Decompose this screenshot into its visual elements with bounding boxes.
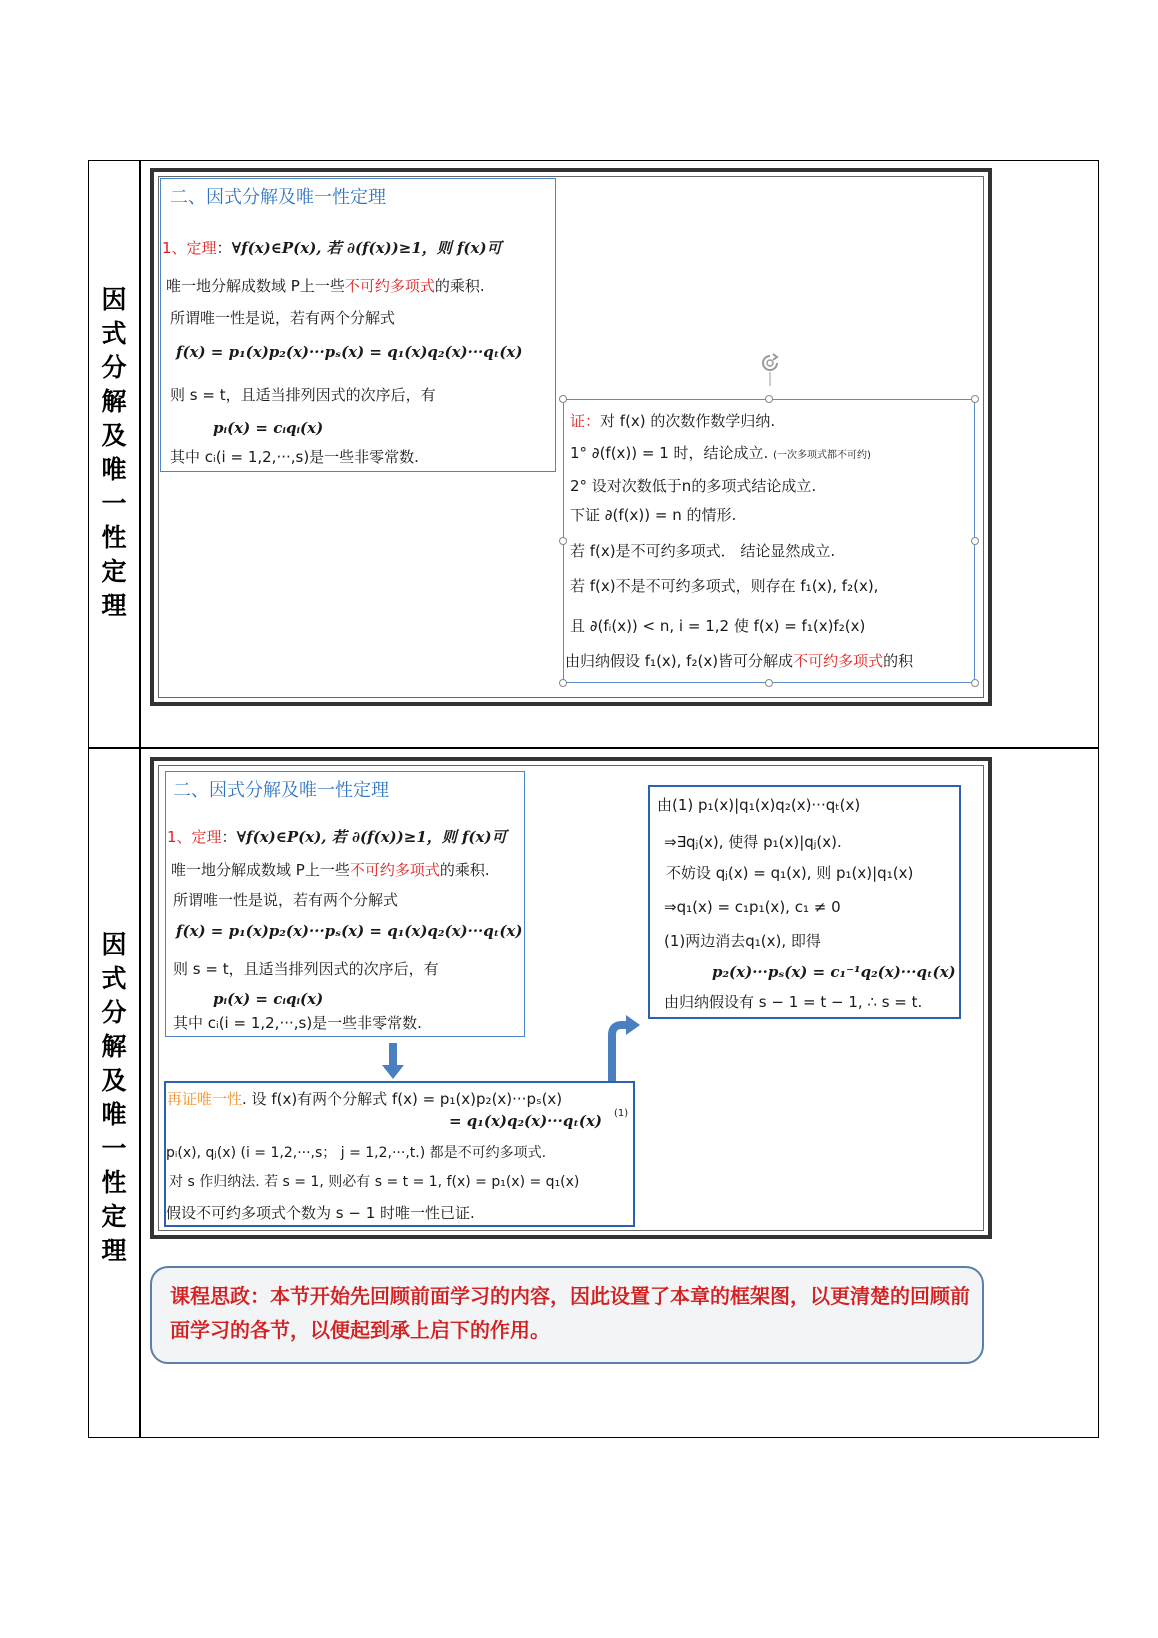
theorem-title-2: 二、因式分解及唯一性定理: [173, 780, 389, 801]
bent-arrow-icon: [606, 1013, 640, 1083]
theorem-2-formula-p-eq-cq: pᵢ(x) = cᵢqᵢ(x): [213, 990, 324, 1008]
continuation-line-7: 由归纳假设有 s − 1 = t − 1, ∴ s = t.: [664, 993, 923, 1011]
proof-line-8: 由归纳假设 f₁(x), f₂(x)皆可分解成不可约多项式的积: [565, 652, 914, 670]
theorem-2-line-1: 1、定理：∀f(x)∈P(x), 若 ∂(f(x))≥1，则 f(x)可: [167, 828, 507, 846]
uniqueness-line-5: 假设不可约多项式个数为 s − 1 时唯一性已证.: [166, 1204, 475, 1222]
rotate-handle-icon[interactable]: [758, 352, 782, 386]
continuation-line-3: 不妨设 qⱼ(x) = q₁(x), 则 p₁(x)|q₁(x): [666, 864, 914, 882]
theorem-line-3: 所谓唯一性是说，若有两个分解式: [170, 309, 396, 327]
table-row-divider: [88, 747, 1099, 749]
resize-handle-bottom-left[interactable]: [559, 679, 567, 687]
proof-line-7: 且 ∂(fᵢ(x)) < n, i = 1,2 使 f(x) = f₁(x)f₂(x): [570, 617, 866, 635]
course-ideology-note-text: 课程思政：本节开始先回顾前面学习的内容，因此设置了本章的框架图，以更清楚的回顾前面学习的各节，以便起到承上启下的作用。: [170, 1284, 970, 1342]
resize-handle-bottom-right[interactable]: [971, 679, 979, 687]
resize-handle-top-right[interactable]: [971, 395, 979, 403]
proof-line-6: 若 f(x)不是不可约多项式，则存在 f₁(x), f₂(x),: [570, 577, 879, 595]
resize-handle-bottom-middle[interactable]: [765, 679, 773, 687]
theorem-line-7: 其中 cᵢ(i = 1,2,···,s)是一些非零常数.: [170, 448, 419, 466]
theorem-2-formula-factorization: f(x) = p₁(x)p₂(x)···pₛ(x) = q₁(x)q₂(x)···qₜ(x): [176, 922, 523, 940]
theorem-line-2: 唯一地分解成数域 P上一些不可约多项式的乘积.: [166, 277, 485, 295]
theorem-2-line-3: 所谓唯一性是说，若有两个分解式: [173, 891, 399, 909]
proof-line-1: 证：对 f(x) 的次数作数学归纳.: [570, 412, 776, 430]
side-label-row-2: 因 式 分 解 及 唯 一 性 定 理: [101, 930, 127, 1265]
continuation-line-5: (1)两边消去q₁(x), 即得: [664, 932, 821, 950]
proof-line-4: 下证 ∂(f(x)) = n 的情形.: [570, 506, 737, 524]
resize-handle-top-left[interactable]: [559, 395, 567, 403]
resize-handle-top-middle[interactable]: [765, 395, 773, 403]
uniqueness-line-1: 再证唯一性. 设 f(x)有两个分解式 f(x) = p₁(x)p₂(x)···pₛ(x): [167, 1090, 563, 1108]
theorem-title: 二、因式分解及唯一性定理: [170, 187, 386, 208]
continuation-line-1: 由(1) p₁(x)|q₁(x)q₂(x)···qₜ(x): [657, 796, 861, 814]
proof-line-3: 2° 设对次数低于n的多项式结论成立.: [570, 477, 817, 495]
uniqueness-line-3: pᵢ(x), qⱼ(x) (i = 1,2,···,s； j = 1,2,···,t.) 都是不可约多项式.: [166, 1145, 547, 1161]
theorem-formula-p-eq-cq: pᵢ(x) = cᵢqᵢ(x): [213, 419, 324, 437]
theorem-2-line-5: 则 s = t，且适当排列因式的次序后，有: [173, 960, 439, 978]
theorem-line-5: 则 s = t，且适当排列因式的次序后，有: [170, 386, 436, 404]
down-arrow-icon: [382, 1043, 404, 1079]
resize-handle-middle-left[interactable]: [559, 537, 567, 545]
proof-line-2: 1° ∂(f(x)) = 1 时，结论成立. (一次多项式都不可约): [570, 444, 871, 462]
continuation-line-4: ⇒q₁(x) = c₁p₁(x), c₁ ≠ 0: [664, 898, 841, 916]
uniqueness-formula-q: = q₁(x)q₂(x)···qₜ(x): [449, 1112, 603, 1130]
theorem-line-1: 1、定理：∀f(x)∈P(x), 若 ∂(f(x))≥1，则 f(x)可: [162, 239, 502, 257]
proof-line-5: 若 f(x)是不可约多项式． 结论显然成立.: [570, 542, 836, 560]
table-column-divider: [139, 160, 141, 1438]
side-label-row-1: 因 式 分 解 及 唯 一 性 定 理: [101, 285, 127, 620]
continuation-line-2: ⇒∃qⱼ(x), 使得 p₁(x)|qⱼ(x).: [664, 833, 842, 851]
theorem-2-line-2: 唯一地分解成数域 P上一些不可约多项式的乘积.: [171, 861, 490, 879]
equation-tag: (1): [614, 1108, 629, 1119]
uniqueness-line-4: 对 s 作归纳法. 若 s = 1, 则必有 s = t = 1, f(x) = p₁(x) = q₁(x): [169, 1174, 580, 1190]
theorem-formula-factorization: f(x) = p₁(x)p₂(x)···pₛ(x) = q₁(x)q₂(x)···qₜ(x): [176, 343, 523, 361]
continuation-formula: p₂(x)···pₛ(x) = c₁⁻¹q₂(x)···qₜ(x): [712, 963, 956, 981]
resize-handle-middle-right[interactable]: [971, 537, 979, 545]
theorem-2-line-7: 其中 cᵢ(i = 1,2,···,s)是一些非零常数.: [173, 1014, 422, 1032]
